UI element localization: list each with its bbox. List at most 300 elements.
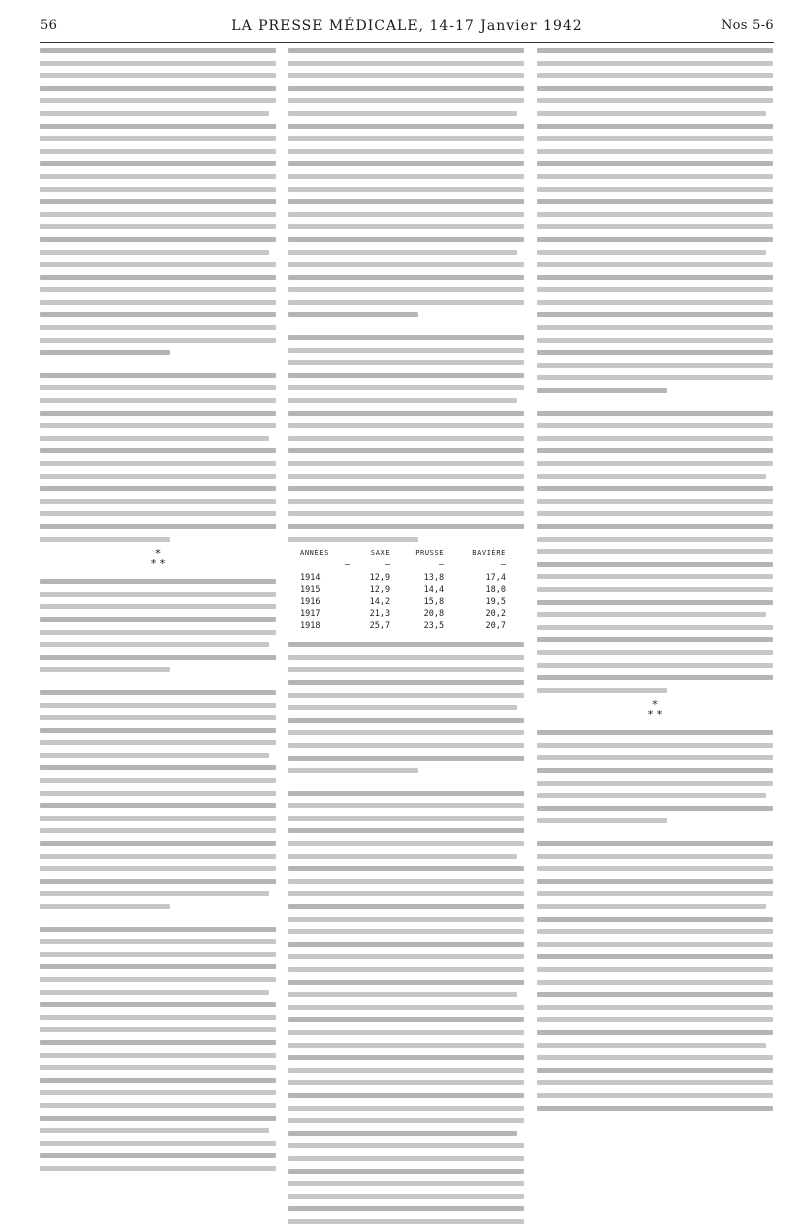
text-line (537, 212, 773, 217)
text-line (40, 499, 276, 504)
text-line (288, 730, 524, 735)
text-line (40, 604, 276, 609)
text-line (288, 1156, 524, 1161)
text-line (288, 667, 524, 672)
text-line (537, 287, 773, 292)
table-header-cell: PRUSSE (415, 549, 445, 558)
table-header-cell: BAVIÈRE (472, 549, 506, 558)
text-line (288, 250, 517, 255)
table-row (298, 596, 508, 608)
text-line (288, 929, 524, 934)
text-line (537, 574, 773, 579)
text-line (288, 816, 524, 821)
text-line (40, 1015, 276, 1020)
text-line (40, 287, 276, 292)
text-line (288, 98, 524, 103)
text-line (288, 111, 517, 116)
text-line (40, 791, 276, 796)
text-line (537, 879, 773, 884)
text-line (537, 388, 667, 393)
text-line (40, 579, 276, 584)
text-line (537, 1093, 773, 1098)
table-dash: — (438, 560, 445, 571)
text-line (537, 768, 773, 773)
section-divider-stars (537, 700, 773, 720)
text-line (537, 818, 667, 823)
text-line (40, 854, 276, 859)
text-line (288, 237, 524, 242)
issue-number: Nos 5-6 (720, 18, 774, 33)
table-dash: — (500, 560, 506, 571)
text-line (40, 816, 276, 821)
header-rule (40, 42, 774, 43)
text-line (537, 486, 773, 491)
text-line (40, 753, 269, 758)
text-line (40, 1141, 276, 1146)
text-line (288, 743, 524, 748)
text-line (288, 174, 524, 179)
text-line (537, 48, 773, 53)
text-line (40, 1128, 269, 1133)
text-line (537, 625, 773, 630)
text-line (288, 486, 524, 491)
text-line (537, 612, 766, 617)
text-line (40, 350, 170, 355)
text-line (537, 111, 766, 116)
text-line (40, 1065, 276, 1070)
text-line (40, 990, 269, 995)
text-line (288, 537, 418, 542)
text-line (537, 904, 766, 909)
text-line (40, 486, 276, 491)
text-line (40, 338, 276, 343)
text-line (537, 781, 773, 786)
text-line (288, 891, 524, 896)
text-line (40, 199, 276, 204)
table-year-cell: 1915 (300, 585, 321, 596)
text-line (288, 212, 524, 217)
text-line (40, 740, 276, 745)
text-line (537, 967, 773, 972)
table-value-cell: 12,9 (369, 573, 391, 584)
paragraph-gap (40, 680, 276, 690)
text-line (537, 411, 773, 416)
text-line (537, 262, 773, 267)
text-line (537, 61, 773, 66)
text-line (40, 841, 276, 846)
text-line (40, 312, 276, 317)
text-line (288, 967, 524, 972)
table-header-cell: ANNÉES (300, 549, 329, 558)
text-line (537, 524, 773, 529)
text-line (537, 562, 773, 567)
text-line (40, 964, 276, 969)
text-line (288, 411, 524, 416)
text-line (537, 136, 773, 141)
text-line (288, 48, 524, 53)
text-line (537, 600, 773, 605)
text-line (537, 1005, 773, 1010)
text-line (288, 866, 524, 871)
text-line (537, 73, 773, 78)
text-line (288, 992, 517, 997)
text-line (288, 199, 524, 204)
text-line (288, 124, 524, 129)
text-line (40, 667, 170, 672)
text-line (40, 879, 276, 884)
text-line (40, 448, 276, 453)
text-line (288, 1017, 524, 1022)
text-column-1 (40, 48, 276, 1178)
text-line (40, 1040, 276, 1045)
text-line (40, 373, 276, 378)
text-line (288, 436, 524, 441)
text-line (40, 98, 276, 103)
text-line (288, 423, 524, 428)
table-value-cell: 13,8 (423, 573, 445, 584)
text-line (40, 61, 276, 66)
text-line (288, 655, 524, 660)
text-line (40, 630, 276, 635)
text-line (537, 549, 773, 554)
paragraph-gap (288, 325, 524, 335)
text-line (40, 187, 276, 192)
text-line (537, 1030, 773, 1035)
text-line (537, 755, 773, 760)
text-line (40, 765, 276, 770)
text-line (288, 828, 524, 833)
text-line (537, 237, 773, 242)
text-line (288, 275, 524, 280)
text-line (288, 187, 524, 192)
text-line (537, 1106, 773, 1111)
text-line (288, 1131, 517, 1136)
text-line (40, 161, 276, 166)
text-line (40, 174, 276, 179)
text-line (288, 86, 524, 91)
text-line (537, 917, 773, 922)
text-line (40, 690, 276, 695)
text-line (537, 338, 773, 343)
text-line (537, 275, 773, 280)
text-line (537, 511, 773, 516)
table-value-cell: 15,8 (423, 597, 445, 608)
text-line (288, 1181, 524, 1186)
text-line (40, 1166, 276, 1171)
text-line (288, 1005, 524, 1010)
text-line (40, 977, 276, 982)
text-line (288, 149, 524, 154)
text-line (537, 1080, 773, 1085)
text-line (537, 841, 773, 846)
text-line (537, 637, 773, 642)
text-line (40, 1153, 276, 1158)
text-line (288, 511, 524, 516)
text-line (288, 224, 524, 229)
table-row (298, 620, 508, 632)
text-column-2 (288, 48, 524, 1231)
text-line (40, 1002, 276, 1007)
text-line (40, 703, 276, 708)
text-line (40, 1090, 276, 1095)
mortality-table (298, 549, 508, 632)
table-value-cell: 14,2 (369, 597, 391, 608)
text-line (288, 803, 524, 808)
divider-star-top: * (155, 547, 161, 561)
table-value-cell: 21,3 (369, 609, 391, 620)
text-line (537, 474, 766, 479)
text-line (288, 680, 524, 685)
text-line (288, 1055, 524, 1060)
text-line (40, 1116, 276, 1121)
text-line (537, 1055, 773, 1060)
text-line (537, 929, 773, 934)
text-line (288, 474, 524, 479)
text-line (537, 461, 773, 466)
text-line (40, 1053, 276, 1058)
text-line (288, 718, 524, 723)
text-line (40, 617, 276, 622)
table-year-cell: 1916 (300, 597, 321, 608)
text-line (288, 335, 524, 340)
text-line (537, 866, 773, 871)
text-line (537, 743, 773, 748)
text-line (537, 587, 773, 592)
text-line (288, 461, 524, 466)
text-line (288, 61, 524, 66)
text-line (537, 730, 773, 735)
table-value-cell: 12,9 (369, 585, 391, 596)
text-line (288, 768, 418, 773)
text-line (288, 917, 524, 922)
table-value-cell: 18,0 (485, 585, 506, 596)
text-line (537, 199, 773, 204)
text-line (40, 927, 276, 932)
text-line (288, 942, 524, 947)
text-line (288, 1118, 524, 1123)
table-dash: — (385, 560, 391, 571)
text-line (537, 1068, 773, 1073)
text-line (40, 866, 276, 871)
text-line (288, 756, 524, 761)
text-line (40, 803, 276, 808)
table-value-cell: 20,8 (423, 609, 445, 620)
text-line (537, 954, 773, 959)
paragraph-gap (537, 401, 773, 411)
text-line (288, 73, 524, 78)
text-line (288, 980, 524, 985)
text-line (288, 373, 524, 378)
text-line (40, 891, 269, 896)
text-line (288, 524, 524, 529)
text-line (537, 350, 773, 355)
table-value-cell: 14,4 (423, 585, 445, 596)
text-line (537, 124, 773, 129)
text-line (40, 655, 276, 660)
text-line (537, 663, 773, 668)
text-line (40, 939, 276, 944)
text-line (537, 675, 773, 680)
text-line (537, 149, 773, 154)
table-row (298, 572, 508, 584)
text-line (288, 954, 524, 959)
text-line (40, 524, 276, 529)
paragraph-gap (40, 363, 276, 373)
text-line (537, 793, 766, 798)
text-line (288, 499, 524, 504)
text-line (288, 161, 524, 166)
text-line (288, 904, 524, 909)
table-value-cell: 25,7 (369, 621, 391, 632)
text-line (40, 1103, 276, 1108)
divider-stars-bottom: * * (150, 557, 166, 571)
divider-star-top: * (652, 698, 658, 712)
text-line (288, 348, 524, 353)
text-line (40, 86, 276, 91)
text-line (288, 312, 418, 317)
text-line (288, 398, 517, 403)
text-line (288, 300, 524, 305)
text-line (288, 854, 517, 859)
text-line (537, 992, 773, 997)
section-divider-stars (40, 549, 276, 569)
text-line (537, 1043, 766, 1048)
text-line (288, 693, 524, 698)
table-value-cell: 23,5 (423, 621, 445, 632)
text-line (288, 642, 524, 647)
text-line (537, 300, 773, 305)
text-line (40, 642, 269, 647)
text-line (40, 592, 276, 597)
text-line (288, 360, 524, 365)
text-line (40, 325, 276, 330)
text-line (40, 423, 276, 428)
text-line (288, 841, 524, 846)
table-value-cell: 20,2 (485, 609, 506, 620)
text-line (537, 250, 766, 255)
paragraph-gap (537, 831, 773, 841)
text-line (40, 461, 276, 466)
text-line (40, 398, 276, 403)
text-line (288, 1194, 524, 1199)
text-line (537, 891, 773, 896)
text-line (537, 174, 773, 179)
table-value-cell: 17,4 (485, 573, 506, 584)
text-line (537, 161, 773, 166)
page-number: 56 (40, 18, 58, 33)
text-line (40, 385, 276, 390)
text-line (288, 1068, 524, 1073)
text-line (537, 187, 773, 192)
text-line (537, 537, 773, 542)
text-line (537, 436, 773, 441)
text-line (288, 1080, 524, 1085)
table-year-cell: 1914 (300, 573, 321, 584)
text-line (288, 1106, 524, 1111)
divider-stars-bottom: * * (647, 708, 663, 722)
text-line (288, 1219, 524, 1224)
text-line (537, 375, 773, 380)
table-year-cell: 1918 (300, 621, 321, 632)
text-line (40, 136, 276, 141)
text-line (40, 436, 269, 441)
text-line (40, 411, 276, 416)
text-line (288, 448, 524, 453)
paragraph-gap (40, 917, 276, 927)
text-line (537, 363, 773, 368)
text-line (288, 1206, 524, 1211)
text-line (288, 1030, 524, 1035)
text-line (537, 325, 773, 330)
table-value-cell: 20,7 (485, 621, 506, 632)
text-line (537, 423, 773, 428)
text-line (537, 688, 667, 693)
text-line (288, 262, 524, 267)
text-line (40, 952, 276, 957)
text-line (537, 224, 773, 229)
table-row (298, 608, 508, 620)
text-line (40, 224, 276, 229)
text-line (288, 1043, 524, 1048)
text-line (40, 537, 170, 542)
text-line (40, 828, 276, 833)
journal-title: LA PRESSE MÉDICALE, 14-17 Janvier 1942 (231, 18, 583, 34)
text-line (288, 879, 524, 884)
text-line (537, 1017, 773, 1022)
page-header (40, 18, 774, 40)
text-line (537, 86, 773, 91)
text-line (40, 212, 276, 217)
text-line (288, 705, 517, 710)
text-line (537, 854, 773, 859)
text-line (537, 650, 773, 655)
text-line (288, 1093, 524, 1098)
text-line (537, 448, 773, 453)
text-line (40, 474, 276, 479)
text-line (40, 48, 276, 53)
text-line (537, 980, 773, 985)
text-line (537, 942, 773, 947)
text-line (40, 124, 276, 129)
text-column-3 (537, 48, 773, 1118)
text-line (537, 98, 773, 103)
text-line (40, 511, 276, 516)
table-value-cell: 19,5 (485, 597, 506, 608)
text-line (40, 728, 276, 733)
table-year-cell: 1917 (300, 609, 321, 620)
text-line (288, 1169, 524, 1174)
text-line (40, 149, 276, 154)
table-dash: — (344, 560, 350, 571)
text-line (537, 312, 773, 317)
table-header-cell: SAXE (370, 549, 391, 558)
text-line (288, 385, 524, 390)
text-line (40, 275, 276, 280)
paragraph-gap (288, 781, 524, 791)
text-line (40, 1027, 276, 1032)
text-line (40, 250, 269, 255)
text-line (288, 287, 524, 292)
text-line (40, 715, 276, 720)
text-line (40, 778, 276, 783)
text-line (40, 237, 276, 242)
text-line (537, 499, 773, 504)
text-line (40, 111, 269, 116)
text-line (288, 1143, 524, 1148)
text-line (40, 73, 276, 78)
text-line (288, 791, 524, 796)
text-line (40, 262, 276, 267)
